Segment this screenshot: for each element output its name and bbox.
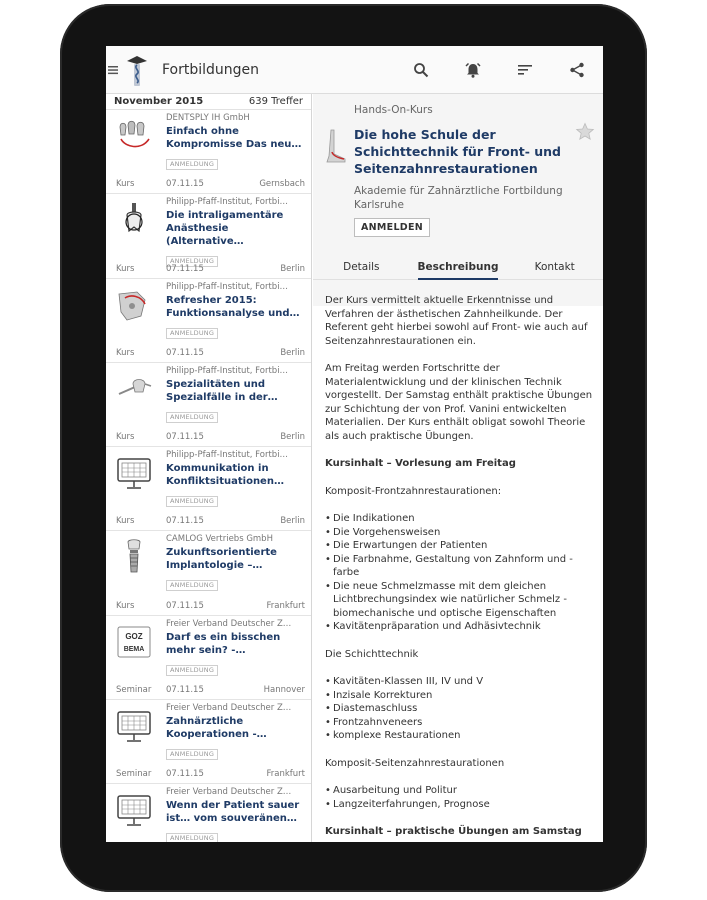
item-title[interactable]: Zukunftsorientierte Implantologie –… [166, 547, 277, 572]
jaw-analysis-icon [114, 285, 154, 325]
favorite-star-icon[interactable] [575, 122, 595, 142]
list-bullet: • Die Indikationen [325, 512, 593, 526]
item-title[interactable]: Kommunikation in Konfliktsituationen… [166, 463, 284, 488]
item-type: Kurs [116, 432, 135, 443]
registration-badge: ANMELDUNG [166, 159, 218, 170]
registration-badge: ANMELDUNG [166, 580, 218, 591]
list-bullet: • komplexe Restaurationen [325, 729, 593, 743]
result-count: 639 Treffer [248, 96, 303, 107]
list-item[interactable] [106, 363, 311, 447]
tooth-icon [325, 128, 347, 164]
item-city: Berlin [280, 347, 305, 358]
list-bullet: • Ausarbeitung und Politur [325, 784, 593, 798]
item-date: 07.11.15 [166, 516, 204, 527]
item-city: Frankfurt [266, 769, 305, 780]
list-month: November 2015 [114, 96, 204, 107]
item-date: 07.11.15 [166, 263, 204, 274]
course-category: Hands-On-Kurs [354, 104, 433, 116]
tab-description[interactable]: Beschreibung [410, 254, 507, 279]
dental-instrument-icon [114, 369, 154, 409]
item-organizer: Philipp-Pfaff-Institut, Fortbi… [166, 197, 289, 208]
bullet-list [325, 784, 593, 811]
item-type: Kurs [116, 179, 135, 190]
list-bullet: • Frontzahnveneers [325, 716, 593, 730]
menu-icon[interactable] [106, 46, 120, 94]
app-bar [106, 46, 603, 94]
search-icon [413, 62, 429, 78]
item-city: Frankfurt [266, 600, 305, 611]
registration-badge: ANMELDUNG [166, 256, 218, 267]
item-city: Berlin [280, 263, 305, 274]
registration-badge: ANMELDUNG [166, 665, 218, 676]
goz-label: GOZ [125, 631, 143, 641]
share-button[interactable] [551, 46, 603, 94]
item-date: 07.11.15 [166, 347, 204, 358]
course-organizer: Akademie für Zahnärztliche Fortbildung Karlsruhe [354, 185, 563, 211]
item-city: Berlin [280, 432, 305, 443]
list-bullet: • Die Vorgehensweisen [325, 526, 593, 540]
alarm-icon [464, 61, 482, 79]
list-bullet: • Diastemaschluss [325, 702, 593, 716]
item-organizer: Freier Verband Deutscher Z… [166, 703, 292, 714]
registration-badge: ANMELDUNG [166, 328, 218, 339]
bullet-list [325, 512, 593, 634]
section-title: Die Schichttechnik [325, 648, 419, 660]
list-header [106, 94, 311, 110]
registration-badge: ANMELDUNG [166, 833, 218, 842]
item-date: 07.11.15 [166, 600, 204, 611]
detail-header [313, 94, 603, 306]
list-item[interactable] [106, 279, 311, 363]
item-date: 07.11.15 [166, 432, 204, 443]
alarm-button[interactable] [447, 46, 499, 94]
list-item[interactable] [106, 784, 311, 842]
sort-button[interactable] [499, 46, 551, 94]
list-item[interactable] [106, 194, 311, 278]
item-type: Kurs [116, 263, 135, 274]
search-button[interactable] [395, 46, 447, 94]
item-type: Seminar [116, 769, 152, 780]
list-item[interactable] [106, 531, 311, 615]
goz-bema-icon [114, 622, 154, 662]
item-date: 07.11.15 [166, 769, 204, 780]
list-bullet: • Kavitäten-Klassen III, IV und V [325, 675, 593, 689]
section-heading: Kursinhalt – praktische Übungen am Samstag [325, 826, 582, 837]
list-item[interactable] [106, 447, 311, 531]
item-type: Kurs [116, 600, 135, 611]
sort-icon [517, 64, 533, 76]
list-bullet: • Langzeiterfahrungen, Prognose [325, 798, 593, 812]
item-type: Seminar [116, 685, 152, 696]
app-logo-icon[interactable] [122, 51, 152, 89]
registration-badge: ANMELDUNG [166, 496, 218, 507]
section-heading: Kursinhalt – Vorlesung am Freitag [325, 458, 516, 469]
bullet-list [325, 675, 593, 743]
list-bullet: • Die Erwartungen der Patienten [325, 539, 593, 553]
presentation-board-icon [114, 706, 154, 746]
item-organizer: CAMLOG Vertriebs GmbH [166, 534, 273, 545]
app-screen [106, 46, 603, 842]
item-city: Berlin [280, 516, 305, 527]
item-title[interactable]: Einfach ohne Kompromisse Das neu… [166, 126, 302, 150]
item-title[interactable]: Refresher 2015: Funktionsanalyse und… [166, 294, 300, 319]
item-organizer: Philipp-Pfaff-Institut, Fortbi… [166, 281, 289, 292]
description-paragraph: Am Freitag werden Fortschritte der Materialentwicklung und der klinischen Technik vorgestellt. Der Samstag enthält praktische Übungen zur Schichtung der von Prof. Vanini entwickelten Materialien. Der Kurs enthält obligat sowohl Theorie als auch praktische Übungen. [325, 363, 593, 442]
registration-badge: ANMELDUNG [166, 412, 218, 423]
list-item[interactable] [106, 616, 311, 700]
item-organizer: Philipp-Pfaff-Institut, Fortbi… [166, 450, 289, 461]
tab-details[interactable]: Details [343, 261, 380, 273]
tab-contact[interactable]: Kontakt [534, 261, 575, 273]
course-title: Die hohe Schule der Schichttechnik für Front- und Seitenzahnrestaurationen [354, 127, 561, 176]
course-detail [313, 94, 603, 842]
list-bullet: • Kavitätenpräparation und Adhäsivtechnik [325, 620, 593, 634]
registration-badge: ANMELDUNG [166, 749, 218, 760]
dental-crowns-icon [114, 116, 154, 156]
list-bullet: • Die Farbnahme, Gestaltung von Zahnform und -farbe [325, 553, 593, 580]
course-list[interactable] [106, 94, 312, 842]
item-organizer: Freier Verband Deutscher Z… [166, 787, 292, 798]
register-button[interactable]: ANMELDEN [354, 218, 430, 237]
item-title[interactable]: Darf es ein bisschen mehr sein? -… [166, 631, 281, 656]
item-city: Gernsbach [259, 179, 305, 190]
syringe-tooth-icon [114, 200, 154, 240]
bema-label: BEMA [123, 645, 145, 653]
app-title: Fortbildungen [162, 61, 260, 78]
item-date: 07.11.15 [166, 179, 204, 190]
presentation-board-icon [114, 790, 154, 830]
item-title[interactable]: Wenn der Patient sauer ist… vom souveränen… [166, 800, 300, 825]
item-title[interactable]: Zahnärztliche Kooperationen -… [166, 716, 267, 741]
section-title: Komposit-Frontzahnrestaurationen: [325, 485, 502, 497]
list-bullet: • Inzisale Korrekturen [325, 689, 593, 703]
item-date: 07.11.15 [166, 685, 204, 696]
description-content [313, 294, 603, 842]
description-paragraph: Der Kurs vermittelt aktuelle Erkenntnisse und Verfahren der ästhetischen Zahnheilkunde. Der Referent geht hierbei sowohl auf Front- wie auch auf Seitenzahnrestaurationen ein. [325, 295, 588, 347]
detail-tabs [313, 254, 603, 280]
item-type: Kurs [116, 347, 135, 358]
presentation-board-icon [114, 453, 154, 493]
list-item[interactable] [106, 110, 311, 194]
item-organizer: Philipp-Pfaff-Institut, Fortbi… [166, 365, 289, 376]
section-title: Komposit-Seitenzahnrestaurationen [325, 757, 505, 769]
share-icon [569, 62, 585, 78]
item-title[interactable]: Spezialitäten und Spezialfälle in der… [166, 378, 278, 403]
item-title[interactable]: Die intraligamentäre Anästhesie (Alternative… [166, 210, 284, 248]
implant-icon [114, 537, 154, 577]
item-organizer: Freier Verband Deutscher Z… [166, 618, 292, 629]
item-organizer: DENTSPLY IH GmbH [166, 113, 250, 123]
list-bullet: • Die neue Schmelzmasse mit dem gleichen Lichtbrechungsindex wie natürlicher Schmelz - biomechanische und optische Eigenschaften [325, 580, 593, 621]
item-city: Hannover [263, 685, 305, 696]
list-item[interactable] [106, 700, 311, 784]
item-type: Kurs [116, 516, 135, 527]
